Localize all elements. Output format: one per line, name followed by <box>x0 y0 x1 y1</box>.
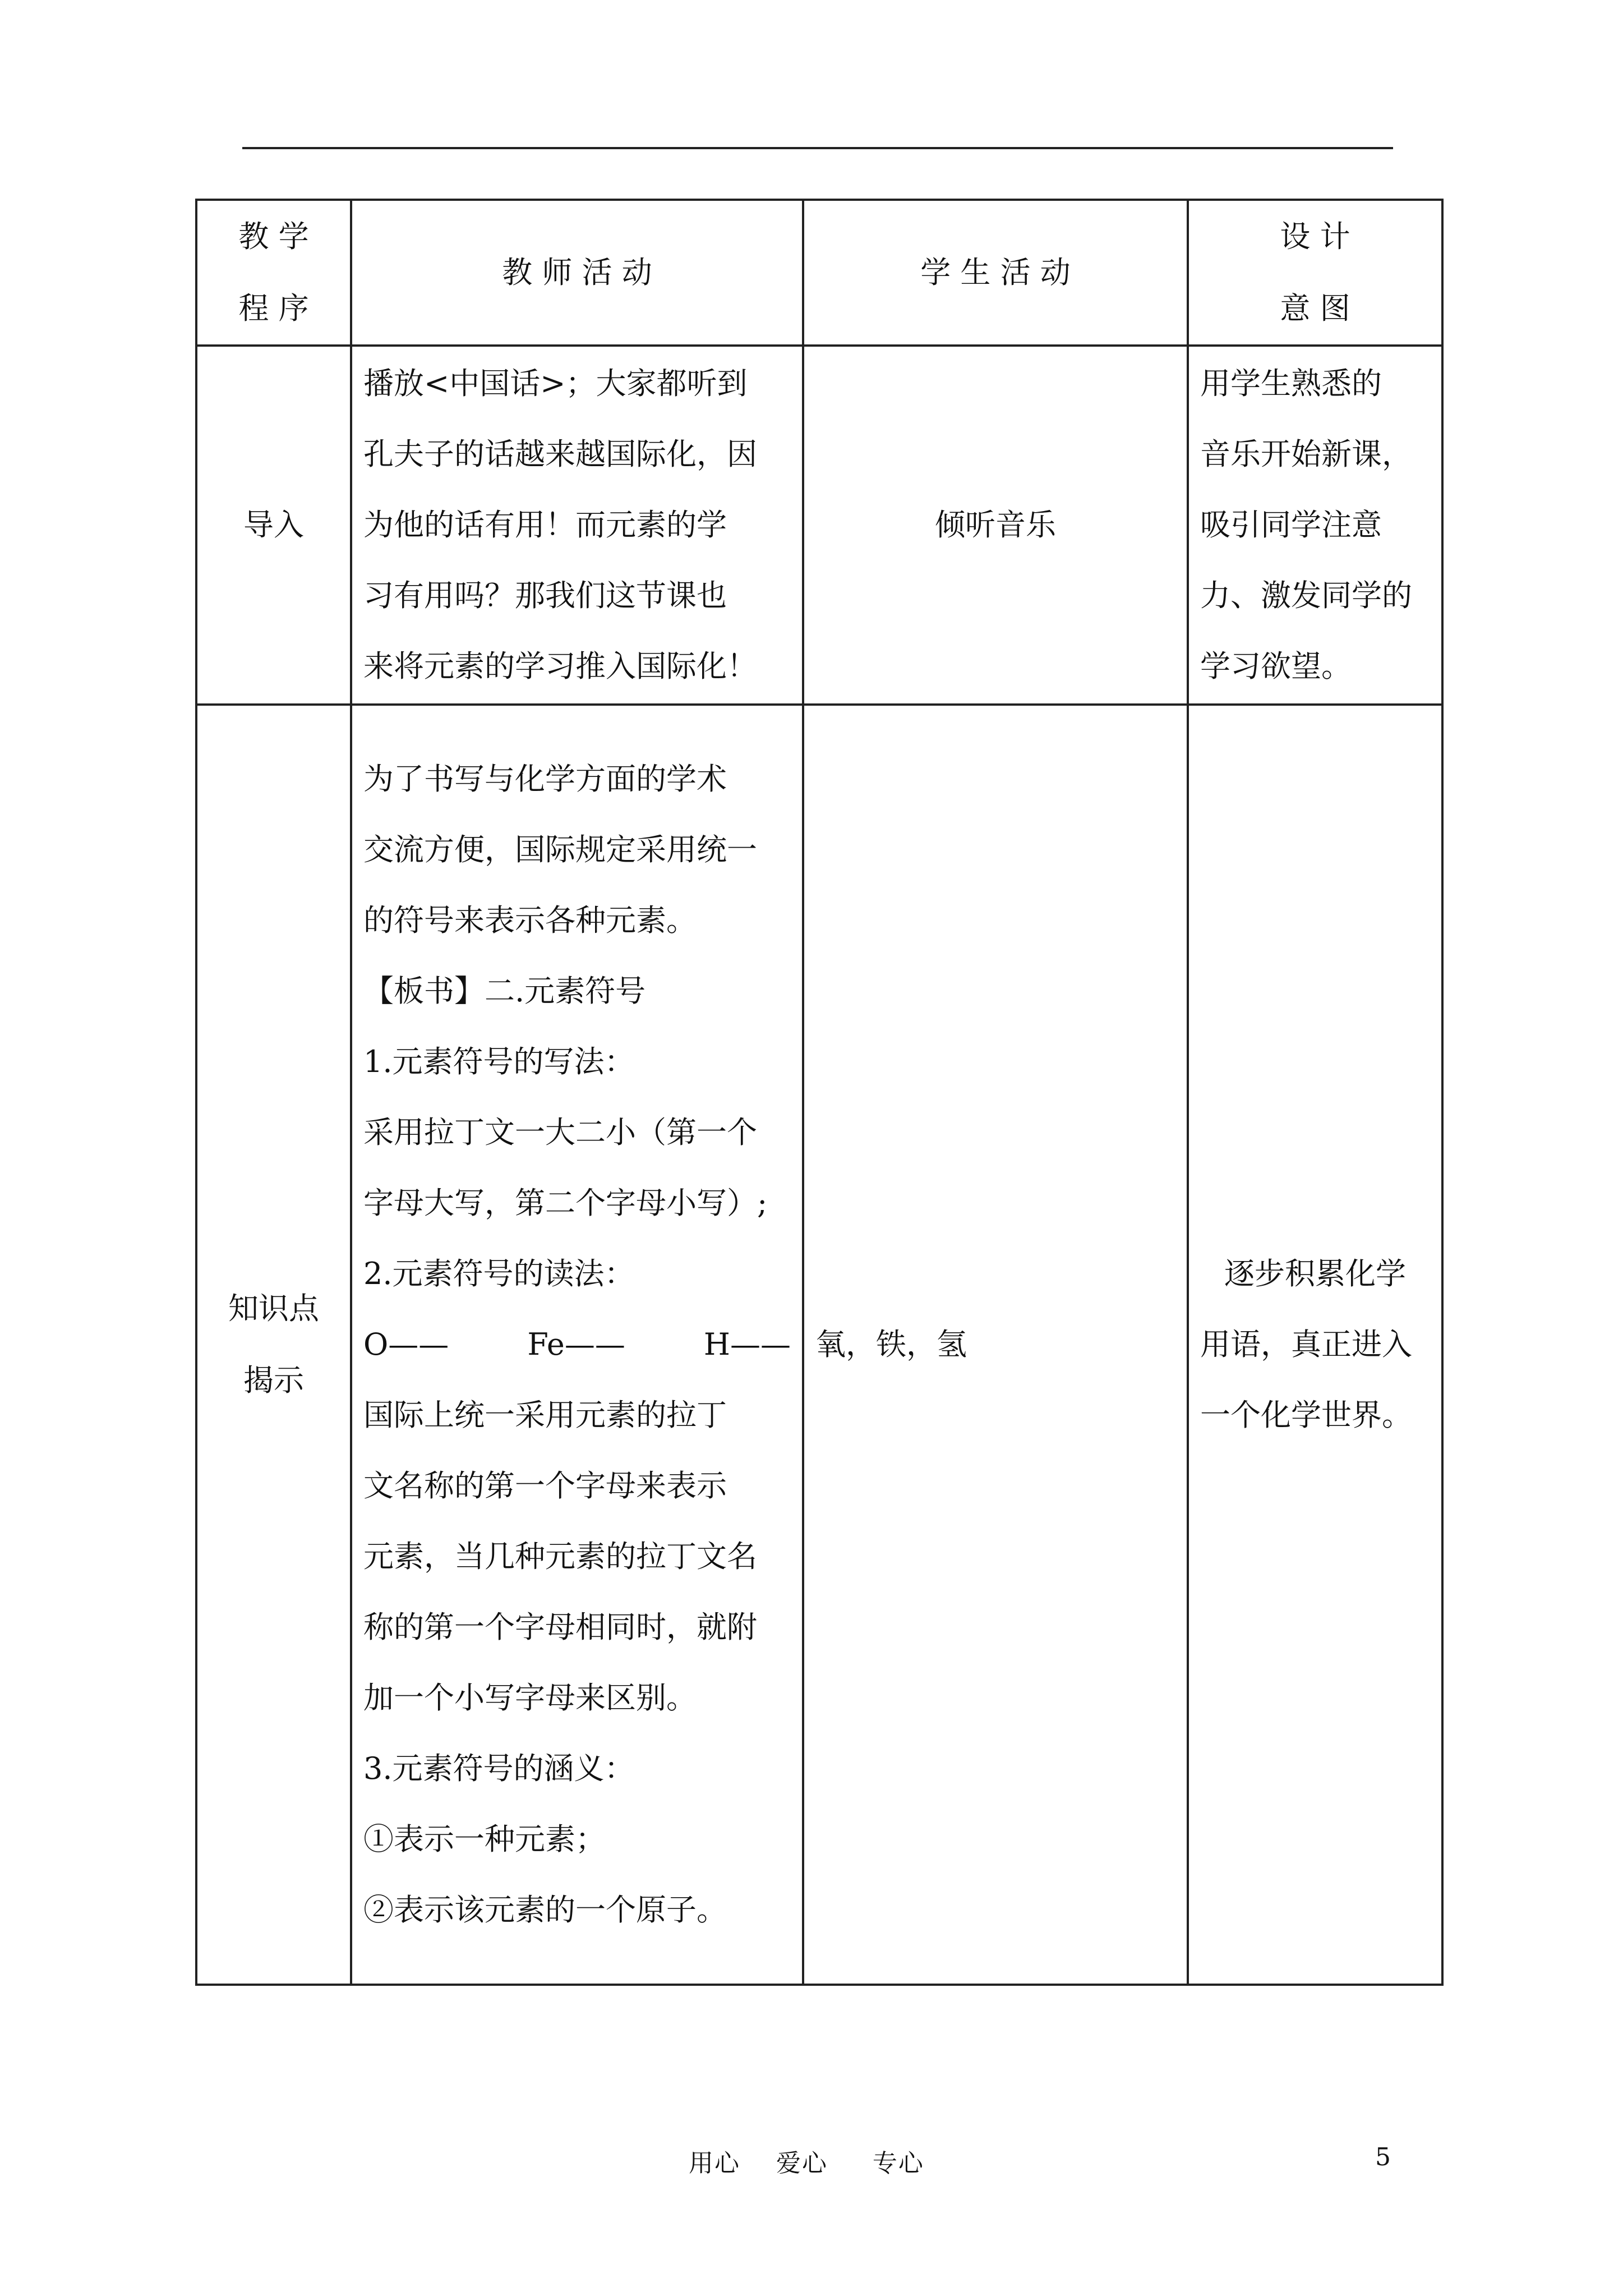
intent-line: 一个化学世界。 <box>1200 1397 1412 1433</box>
header-student-label: 学 生 活 动 <box>920 254 1071 290</box>
teacher-line: 字母大写，第二个字母小写）; <box>363 1185 768 1221</box>
header-intent-line-1: 设 计 <box>1280 219 1350 254</box>
header-teacher-activity <box>351 200 803 346</box>
teacher-line: 交流方便，国际规定采用统一 <box>363 832 757 867</box>
table-row-knowledge <box>196 705 1442 1985</box>
teacher-line: 采用拉丁文一大二小（第一个 <box>363 1115 757 1150</box>
teacher-line: ①表示一种元素； <box>363 1821 606 1857</box>
student-activity-knowledge: 氧，铁，氢 <box>815 1327 967 1362</box>
symbol-hydrogen: H—— <box>703 1327 791 1362</box>
teacher-line: 孔夫子的话越来越国际化，因 <box>363 436 757 472</box>
table-row-intro <box>196 346 1442 705</box>
teacher-line: 1.元素符号的写法： <box>363 1044 635 1079</box>
symbol-oxygen: O—— <box>363 1327 449 1362</box>
teacher-line: 国际上统一采用元素的拉丁 <box>363 1397 727 1433</box>
teacher-line: 播放<中国话>；大家都听到 <box>363 366 748 401</box>
intent-line: 用学生熟悉的 <box>1200 366 1382 401</box>
student-cell-knowledge <box>803 705 1188 1985</box>
intent-line: 用语，真正进入 <box>1200 1327 1412 1362</box>
teacher-line: 为他的话有用！而元素的学 <box>363 507 727 542</box>
header-teacher-label: 教 师 活 动 <box>502 254 652 290</box>
header-student-activity <box>803 200 1188 346</box>
teacher-line: 的符号来表示各种元素。 <box>363 903 697 938</box>
teacher-line: ②表示该元素的一个原子。 <box>363 1892 727 1927</box>
teacher-line: 来将元素的学习推入国际化！ <box>363 648 757 684</box>
student-activity-intro: 倾听音乐 <box>935 507 1056 542</box>
student-cell-intro <box>803 346 1188 705</box>
teacher-line: 称的第一个字母相同时，就附 <box>363 1609 757 1645</box>
stage-label-knowledge-2: 揭示 <box>243 1363 304 1398</box>
symbol-iron: Fe—— <box>527 1327 625 1362</box>
intent-line: 学习欲望。 <box>1200 648 1352 684</box>
teacher-line: 元素，当几种元素的拉丁文名 <box>363 1539 757 1574</box>
teacher-line: 2.元素符号的读法： <box>363 1256 635 1291</box>
header-teaching-procedure <box>196 200 351 346</box>
teacher-cell-knowledge <box>351 705 803 1985</box>
header-rule <box>242 147 1393 149</box>
stage-cell-intro <box>196 346 351 705</box>
teacher-cell-intro <box>351 346 803 705</box>
teacher-line: 文名称的第一个字母来表示 <box>363 1468 727 1503</box>
stage-cell-knowledge <box>196 705 351 1985</box>
lesson-plan-table <box>195 199 1444 1986</box>
teacher-line: 习有用吗？那我们这节课也 <box>363 578 727 613</box>
element-symbols-line <box>363 1309 791 1380</box>
header-design-intent <box>1188 200 1442 346</box>
footer-motto: 用心 爱心 专心 <box>689 2149 924 2178</box>
header-intent-line-2: 意 图 <box>1280 291 1350 326</box>
intent-line: 音乐开始新课， <box>1200 436 1412 472</box>
header-procedure-line-1: 教 学 <box>238 219 309 254</box>
teacher-line: 3.元素符号的涵义： <box>363 1751 635 1786</box>
intent-cell-intro <box>1188 346 1442 705</box>
table-header-row <box>196 200 1442 346</box>
teacher-line: 【板书】二.元素符号 <box>363 973 646 1009</box>
intent-line: 力、激发同学的 <box>1200 578 1412 613</box>
page-number: 5 <box>1375 2143 1391 2171</box>
stage-label-intro: 导入 <box>243 507 304 542</box>
header-procedure-line-2: 程 序 <box>238 291 309 326</box>
intent-line: 逐步积累化学 <box>1224 1256 1406 1291</box>
teacher-line: 为了书写与化学方面的学术 <box>363 761 727 797</box>
teacher-line: 加一个小写字母来区别。 <box>363 1680 697 1715</box>
intent-line: 吸引同学注意 <box>1200 507 1382 542</box>
intent-cell-knowledge <box>1188 705 1442 1985</box>
stage-label-knowledge-1: 知识点 <box>228 1291 319 1326</box>
